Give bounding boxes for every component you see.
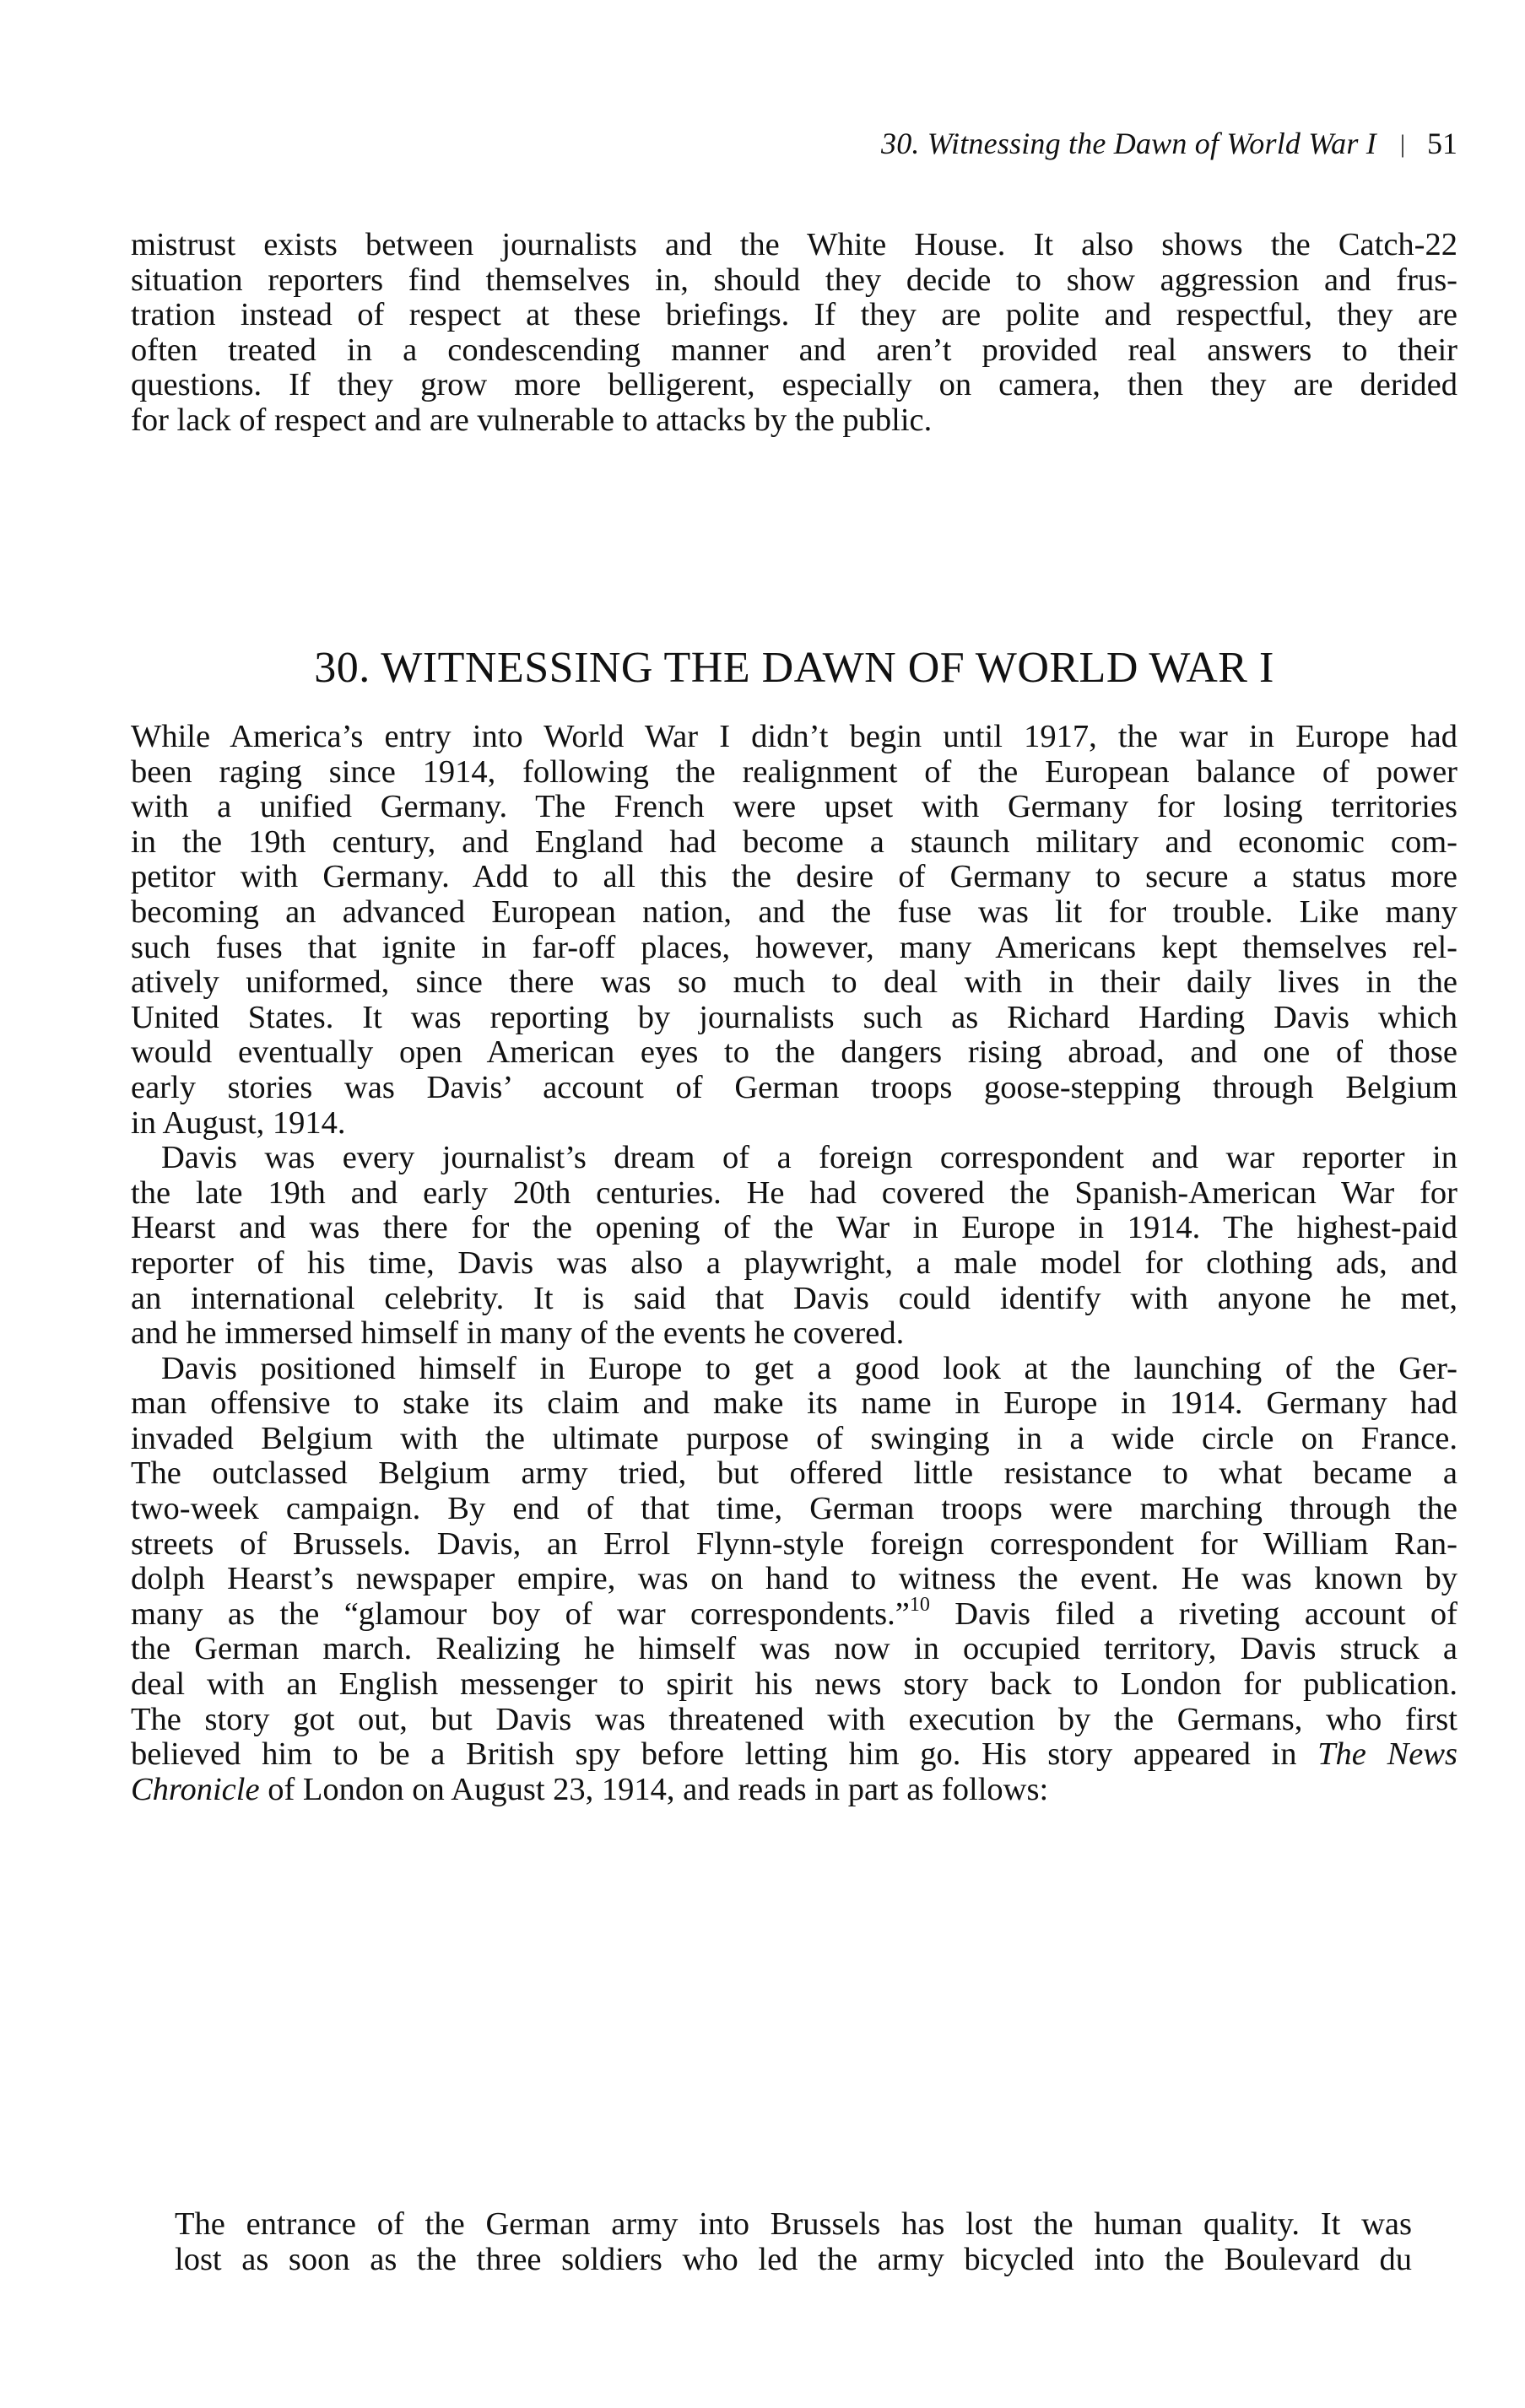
text-line: such fuses that ignite in far-off places, however, many Americans kept themselves rel- [131,929,1457,965]
text-line: mistrust exists between journalists and the White House. It also shows the Catch-22 [131,227,1457,262]
text-line: invaded Belgium with the ultimate purpose of swinging in a wide circle on France. [131,1420,1457,1456]
paragraph-3 [131,1352,1457,1808]
text-line: situation reporters find themselves in, should they decide to show aggression and frus- [131,262,1457,298]
text-line [131,1737,1457,1773]
text-line: dolph Hearst’s newspaper empire, was on hand to witness the event. He was known by [131,1561,1457,1597]
text-line: been raging since 1914, following the realignment of the European balance of power [131,753,1457,790]
text-line: Hearst and was there for the opening of the War in Europe in 1914. The highest-paid [131,1210,1457,1246]
text-line: two-week campaign. By end of that time, German troops were marching through the [131,1491,1457,1527]
text-line: reporter of his time, Davis was also a playwright, a male model for clothing ads, and [131,1244,1457,1281]
text-line: becoming an advanced European nation, and the fuse was lit for trouble. Like many [131,894,1457,930]
footnote-reference[interactable]: 10 [909,1593,930,1616]
text-line: man offensive to stake its claim and make its name in Europe in 1914. Germany had [131,1385,1457,1422]
running-head [881,125,1457,165]
running-head-title: 30. Witnessing the Dawn of World War I [881,127,1376,160]
text-line: the late 19th and early 20th centuries. He had covered the Spanish-American War for [131,1174,1457,1211]
running-head-separator: | [1399,130,1405,158]
publication-title: Chronicle [131,1771,260,1807]
text-line: While America’s entry into World War I didn’t begin until 1917, the war in Europe had [131,719,1457,754]
text-line: in August, 1914. [131,1104,346,1141]
text-line: would eventually open American eyes to the dangers rising abroad, and one of those [131,1034,1457,1071]
text-line: The outclassed Belgium army tried, but offered little resistance to what became a [131,1455,1457,1492]
paragraph-1 [131,720,1457,1141]
quote-line: The entrance of the German army into Brussels has lost the human quality. It was [175,2206,1412,2242]
text-line: tration instead of respect at these briefings. If they are polite and respectful, they are [131,297,1457,333]
text-segment: many as the “glamour boy of war correspondents.” [131,1595,910,1632]
text-line: in the 19th century, and England had become a staunch military and economic com- [131,823,1457,860]
text-line-with-footnote [131,1593,1457,1633]
text-line: deal with an English messenger to spirit his news story back to London for publication. [131,1666,1457,1703]
text-line: the German march. Realizing he himself was now in occupied territory, Davis struck a [131,1631,1457,1667]
paragraph-2 [131,1141,1457,1352]
chapter-heading: 30. WITNESSING THE DAWN OF WORLD WAR I [314,644,1274,692]
previous-section-paragraph [131,228,1457,439]
text-segment: believed him to be a British spy before letting him go. His story appeared in [131,1736,1318,1773]
text-line [131,1773,1457,1808]
text-line: streets of Brussels. Davis, an Errol Flynn-style foreign correspondent for William Ran- [131,1525,1457,1562]
block-quote [175,2207,1412,2277]
text-line: petitor with Germany. Add to all this the desire of Germany to secure a status more [131,859,1457,895]
text-line: questions. If they grow more belligerent, especially on camera, then they are derided [131,367,1457,403]
quote-line: lost as soon as the three soldiers who led the army bicycled into the Boulevard du [175,2241,1412,2277]
text-line: for lack of respect and are vulnerable to attacks by the public. [131,402,933,438]
text-segment: of London on August 23, 1914, and reads in part as follows: [259,1771,1049,1807]
text-line: The story got out, but Davis was threatened with execution by the Germans, who first [131,1701,1457,1737]
text-line: with a unified Germany. The French were upset with Germany for losing territories [131,789,1457,825]
text-line: Davis positioned himself in Europe to get a good look at the launching of the Ger- [161,1350,1457,1386]
text-line: early stories was Davis’ account of German troops goose-stepping through Belgium [131,1069,1457,1105]
publication-title: The News [1317,1736,1457,1773]
text-line: Davis was every journalist’s dream of a foreign correspondent and war reporter in [161,1140,1457,1176]
text-line: United States. It was reporting by journalists such as Richard Harding Davis which [131,999,1457,1035]
text-line: atively uniformed, since there was so much to deal with in their daily lives in the [131,964,1457,1001]
text-line: often treated in a condescending manner and aren’t provided real answers to their [131,332,1457,368]
text-line: an international celebrity. It is said that Davis could identify with anyone he met, [131,1280,1457,1316]
chapter-body [131,720,1457,1807]
text-line: and he immersed himself in many of the events he covered. [131,1315,905,1352]
page-number: 51 [1427,127,1457,160]
text-segment: Davis filed a riveting account of [929,1595,1457,1632]
